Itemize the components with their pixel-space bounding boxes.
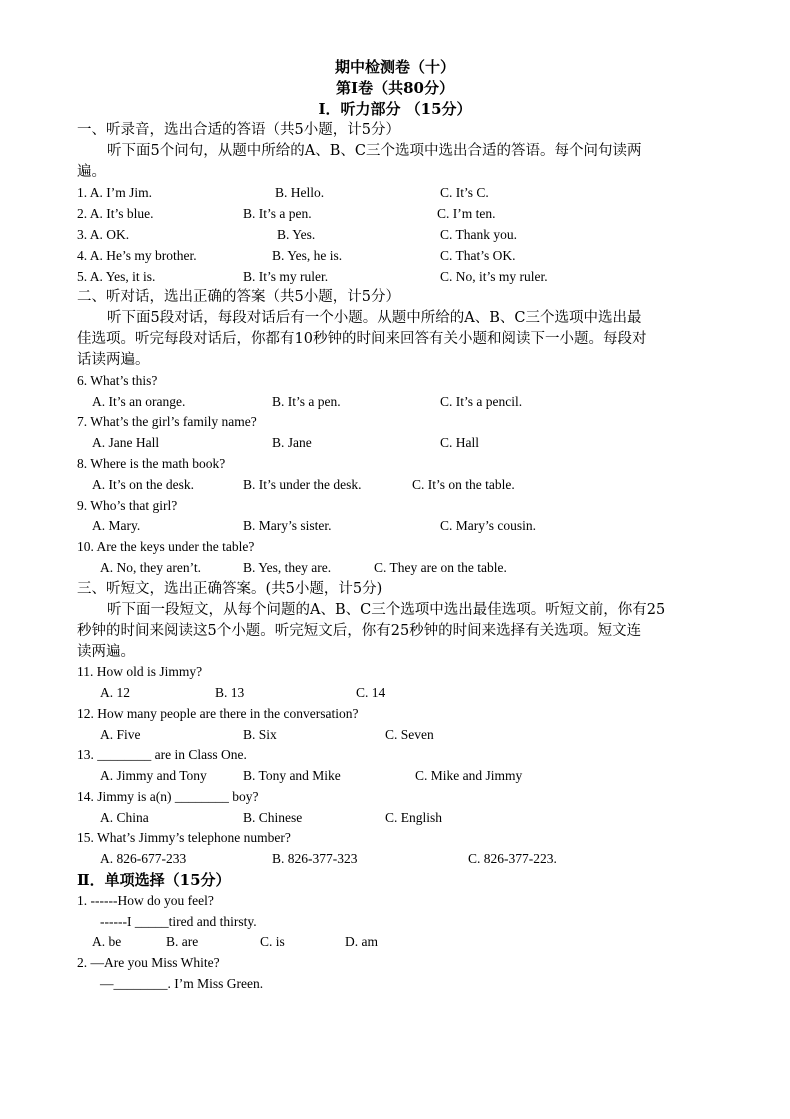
q10-option-a: A. No, they aren’t.: [100, 560, 201, 575]
section3-instructions-line1: 听下面一段短文，从每个问题的A、B、C三个选项中选出最佳选项。听短文前，你有25: [107, 602, 666, 618]
q8-stem: 8. Where is the math book?: [77, 456, 226, 471]
q14-option-c: C. English: [385, 810, 443, 825]
q3-option-c: C. Thank you.: [440, 227, 517, 242]
q10-stem: 10. Are the keys under the table?: [77, 539, 255, 554]
section3-instructions-line2: 秒钟的时间来阅读这5个小题。听完短文后，你有25秒钟的时间来选择有关选项。短文连: [77, 623, 642, 639]
p2-q1-stem: 1. ------How do you feel?: [77, 893, 214, 908]
q5-option-c: C. No, it’s my ruler.: [440, 269, 548, 284]
q9-option-c: C. Mary’s cousin.: [440, 518, 536, 533]
section2-instructions-line2: 佳选项。听完每段对话后，你都有10秒钟的时间来回答有关小题和阅读下一小题。每段对: [77, 331, 647, 347]
q14-option-b: B. Chinese: [243, 810, 303, 825]
part1-heading: Ⅰ．听力部分 （15分）: [318, 100, 472, 118]
q5-option-b: B. It’s my ruler.: [243, 269, 329, 284]
part2-heading: Ⅱ．单项选择（15分）: [77, 871, 231, 889]
section2-heading: 二、听对话，选出正确的答案（共5小题，计5分）: [77, 289, 400, 305]
q13-stem: 13. ________ are in Class One.: [77, 747, 247, 762]
volume-title: 第Ⅰ卷（共80分）: [336, 79, 454, 97]
q12-stem: 12. How many people are there in the conversation?: [77, 706, 359, 721]
q12-option-b: B. Six: [243, 727, 277, 742]
q11-option-c: C. 14: [356, 685, 386, 700]
q7-option-a: A. Jane Hall: [92, 435, 160, 450]
q10-option-b: B. Yes, they are.: [243, 560, 332, 575]
section3-heading: 三、听短文，选出正确答案。(共5小题，计5分): [77, 581, 383, 597]
q15-option-a: A. 826-677-233: [100, 851, 187, 866]
q9-option-a: A. Mary.: [92, 518, 141, 533]
q7-option-b: B. Jane: [272, 435, 312, 450]
q7-stem: 7. What’s the girl’s family name?: [77, 414, 257, 429]
q11-option-a: A. 12: [100, 685, 130, 700]
q4-option-a: 4. A. He’s my brother.: [77, 248, 197, 263]
q6-option-b: B. It’s a pen.: [272, 394, 341, 409]
q9-stem: 9. Who’s that girl?: [77, 498, 178, 513]
q6-option-c: C. It’s a pencil.: [440, 394, 523, 409]
q15-stem: 15. What’s Jimmy’s telephone number?: [77, 830, 291, 845]
q2-option-c: C. I’m ten.: [437, 206, 496, 221]
q9-option-b: B. Mary’s sister.: [243, 518, 332, 533]
p2-q2-line2: —________. I’m Miss Green.: [100, 976, 264, 991]
p2-q1-option-b: B. are: [166, 934, 199, 949]
section1-instructions-line2: 遍。: [77, 164, 106, 180]
q5-option-a: 5. A. Yes, it is.: [77, 269, 156, 284]
q4-option-c: C. That’s OK.: [440, 248, 516, 263]
q2-option-b: B. It’s a pen.: [243, 206, 312, 221]
q2-option-a: 2. A. It’s blue.: [77, 206, 154, 221]
section1-instructions-line1: 听下面5个问句，从题中所给的A、B、C三个选项中选出合适的答语。每个问句读两: [107, 143, 642, 159]
p2-q1-option-a: A. be: [92, 934, 122, 949]
q8-option-c: C. It’s on the table.: [412, 477, 515, 492]
q8-option-b: B. It’s under the desk.: [243, 477, 362, 492]
q1-option-c: C. It’s C.: [440, 185, 489, 200]
q6-option-a: A. It’s an orange.: [92, 394, 186, 409]
q14-stem: 14. Jimmy is a(n) ________ boy?: [77, 789, 259, 804]
q1-option-b: B. Hello.: [275, 185, 325, 200]
section2-instructions-line1: 听下面5段对话，每段对话后有一个小题。从题中所给的A、B、C三个选项中选出最: [107, 310, 642, 326]
q3-option-a: 3. A. OK.: [77, 227, 130, 242]
q6-stem: 6. What’s this?: [77, 373, 158, 388]
q7-option-c: C. Hall: [440, 435, 479, 450]
section1-heading: 一、听录音，选出合适的答语（共5小题，计5分）: [77, 122, 400, 138]
q13-option-c: C. Mike and Jimmy: [415, 768, 523, 783]
exam-title: 期中检测卷（十）: [334, 58, 455, 76]
p2-q1-option-c: C. is: [260, 934, 285, 949]
q3-option-b: B. Yes.: [277, 227, 316, 242]
q15-option-c: C. 826-377-223.: [468, 851, 557, 866]
q15-option-b: B. 826-377-323: [272, 851, 358, 866]
q13-option-b: B. Tony and Mike: [243, 768, 341, 783]
q12-option-c: C. Seven: [385, 727, 434, 742]
p2-q1-line2: ------I _____tired and thirsty.: [100, 914, 257, 929]
q14-option-a: A. China: [100, 810, 149, 825]
section3-instructions-line3: 读两遍。: [77, 644, 135, 660]
q1-option-a: 1. A. I’m Jim.: [77, 185, 153, 200]
p2-q2-stem: 2. —Are you Miss White?: [77, 955, 220, 970]
q12-option-a: A. Five: [100, 727, 141, 742]
q13-option-a: A. Jimmy and Tony: [100, 768, 207, 783]
q10-option-c: C. They are on the table.: [374, 560, 507, 575]
q8-option-a: A. It’s on the desk.: [92, 477, 194, 492]
q4-option-b: B. Yes, he is.: [272, 248, 343, 263]
q11-option-b: B. 13: [215, 685, 245, 700]
section2-instructions-line3: 话读两遍。: [77, 352, 150, 368]
q11-stem: 11. How old is Jimmy?: [77, 664, 203, 679]
p2-q1-option-d: D. am: [345, 934, 378, 949]
